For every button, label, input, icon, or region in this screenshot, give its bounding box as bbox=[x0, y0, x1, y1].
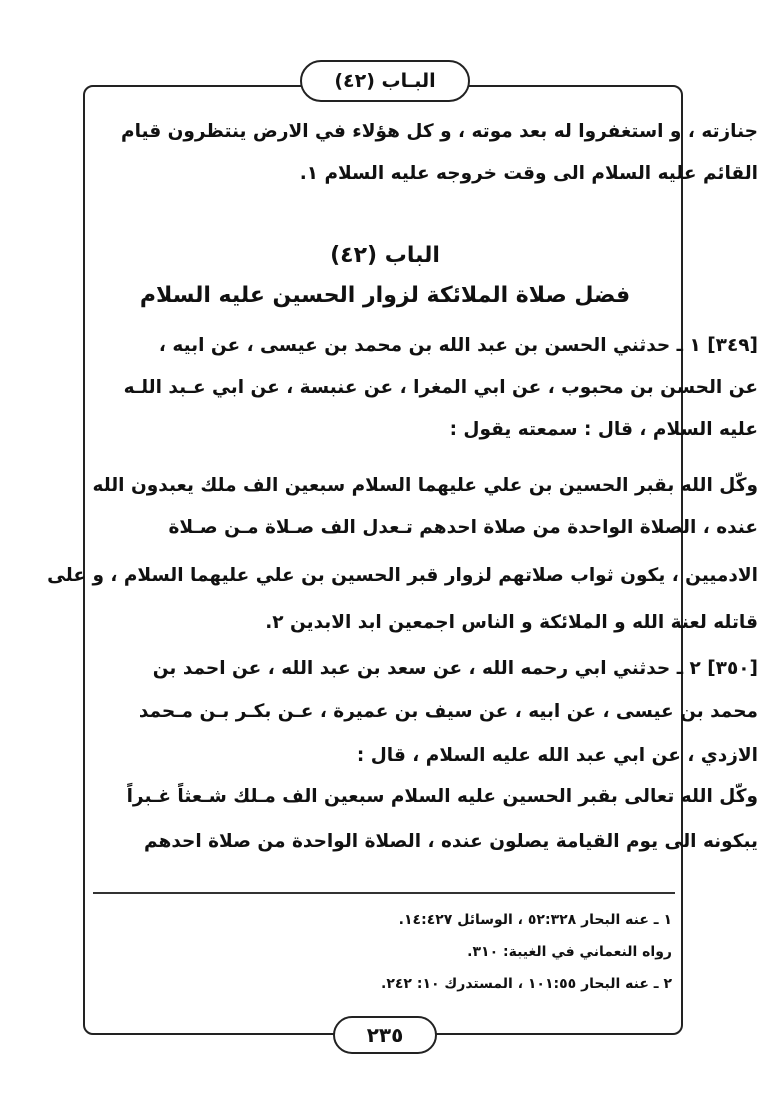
footnote: رواه النعماني في الغيبة: ٣١٠. bbox=[467, 944, 672, 960]
chapter-title: فضل صلاة الملائكة لزوار الحسين عليه السلام bbox=[139, 283, 631, 308]
footnote-separator bbox=[93, 892, 675, 894]
text-line: الادميين ، يكون ثواب صلاتهم لزوار قبر الحسين بن علي عليهما السلام ، و على bbox=[47, 565, 758, 586]
text-line: يبكونه الى يوم القيامة يصلون عنده ، الصلاة الواحدة من صلاة احدهم bbox=[144, 831, 758, 852]
text-line: [٣٤٩] ١ ـ حدثني الحسن بن عبد الله بن محمد بن عيسى ، عن ابيه ، bbox=[158, 335, 758, 356]
page-number: ٢٣٥ bbox=[366, 1023, 404, 1047]
text-line: القائم عليه السلام الى وقت خروجه عليه السلام ١. bbox=[299, 163, 758, 184]
footnote: ٢ ـ عنه البحار ١٠١:٥٥ ، المستدرك ١٠: ٢٤٢. bbox=[381, 976, 672, 992]
text-line: عن الحسن بن محبوب ، عن ابي المغرا ، عن عنبسة ، عن ابي عـبد اللـه bbox=[123, 377, 758, 398]
running-title: البـاب (٤٢) bbox=[334, 70, 436, 92]
text-line: عليه السلام ، قال : سمعته يقول : bbox=[449, 419, 758, 440]
text-line: الازدي ، عن ابي عبد الله عليه السلام ، قال : bbox=[356, 745, 758, 766]
page-number-badge bbox=[333, 1016, 437, 1054]
text-line: وكّل الله تعالى بقبر الحسين عليه السلام سبعين الف مـلك شـعثاً غـبراً bbox=[126, 786, 758, 807]
chapter-number: الباب (٤٢) bbox=[330, 243, 440, 268]
footnote: ١ ـ عنه البحار ٥٢:٣٢٨ ، الوسائل ١٤:٤٢٧. bbox=[398, 912, 672, 928]
text-line: قاتله لعنة الله و الملائكة و الناس اجمعين ابد الابدين ٢. bbox=[265, 612, 758, 633]
text-line: عنده ، الصلاة الواحدة من صلاة احدهم تـعدل الف صـلاة مـن صـلاة bbox=[168, 517, 758, 538]
text-line: وكّل الله بقبر الحسين بن علي عليهما السلام سبعين الف ملك يعبدون الله bbox=[92, 475, 758, 496]
text-line: جنازته ، و استغفروا له بعد موته ، و كل هؤلاء في الارض ينتظرون قيام bbox=[121, 121, 758, 142]
text-line: [٣٥٠] ٢ ـ حدثني ابي رحمه الله ، عن سعد بن عبد الله ، عن احمد بن bbox=[152, 658, 758, 679]
running-header bbox=[300, 60, 470, 102]
text-line: محمد بن عيسى ، عن ابيه ، عن سيف بن عميرة ، عـن بكـر بـن مـحمد bbox=[138, 701, 758, 722]
